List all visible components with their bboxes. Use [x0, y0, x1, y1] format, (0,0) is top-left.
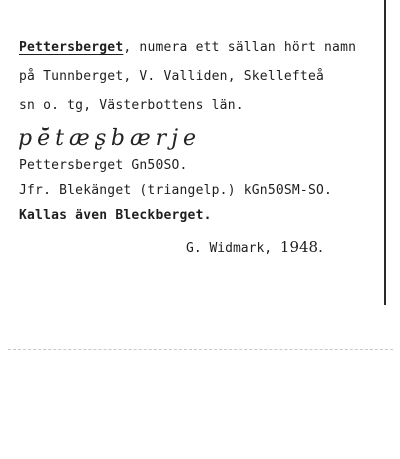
- compare-line: Jfr. Blekänget (triangelp.) kGn50SM-SO.: [19, 183, 333, 198]
- phonetic-transcription: pē̆tæʂbærje: [18, 126, 202, 151]
- signature: [186, 238, 323, 256]
- card-bottom-border: [8, 349, 393, 350]
- signature-name: G. Widmark,: [186, 241, 273, 256]
- headword: Pettersberget: [19, 40, 124, 55]
- parish-line: sn o. tg, Västerbottens län.: [19, 98, 244, 113]
- signature-year: 1948.: [279, 238, 323, 256]
- card-edge-line: [384, 0, 386, 305]
- location-line: på Tunnberget, V. Valliden, Skellefteå: [19, 69, 325, 84]
- headword-description: , numera ett sällan hört namn: [123, 40, 357, 55]
- headword-line: [19, 40, 356, 55]
- alias-line: Kallas även Bleckberget.: [19, 208, 212, 223]
- map-reference-line: Pettersberget Gn50SO.: [19, 158, 188, 173]
